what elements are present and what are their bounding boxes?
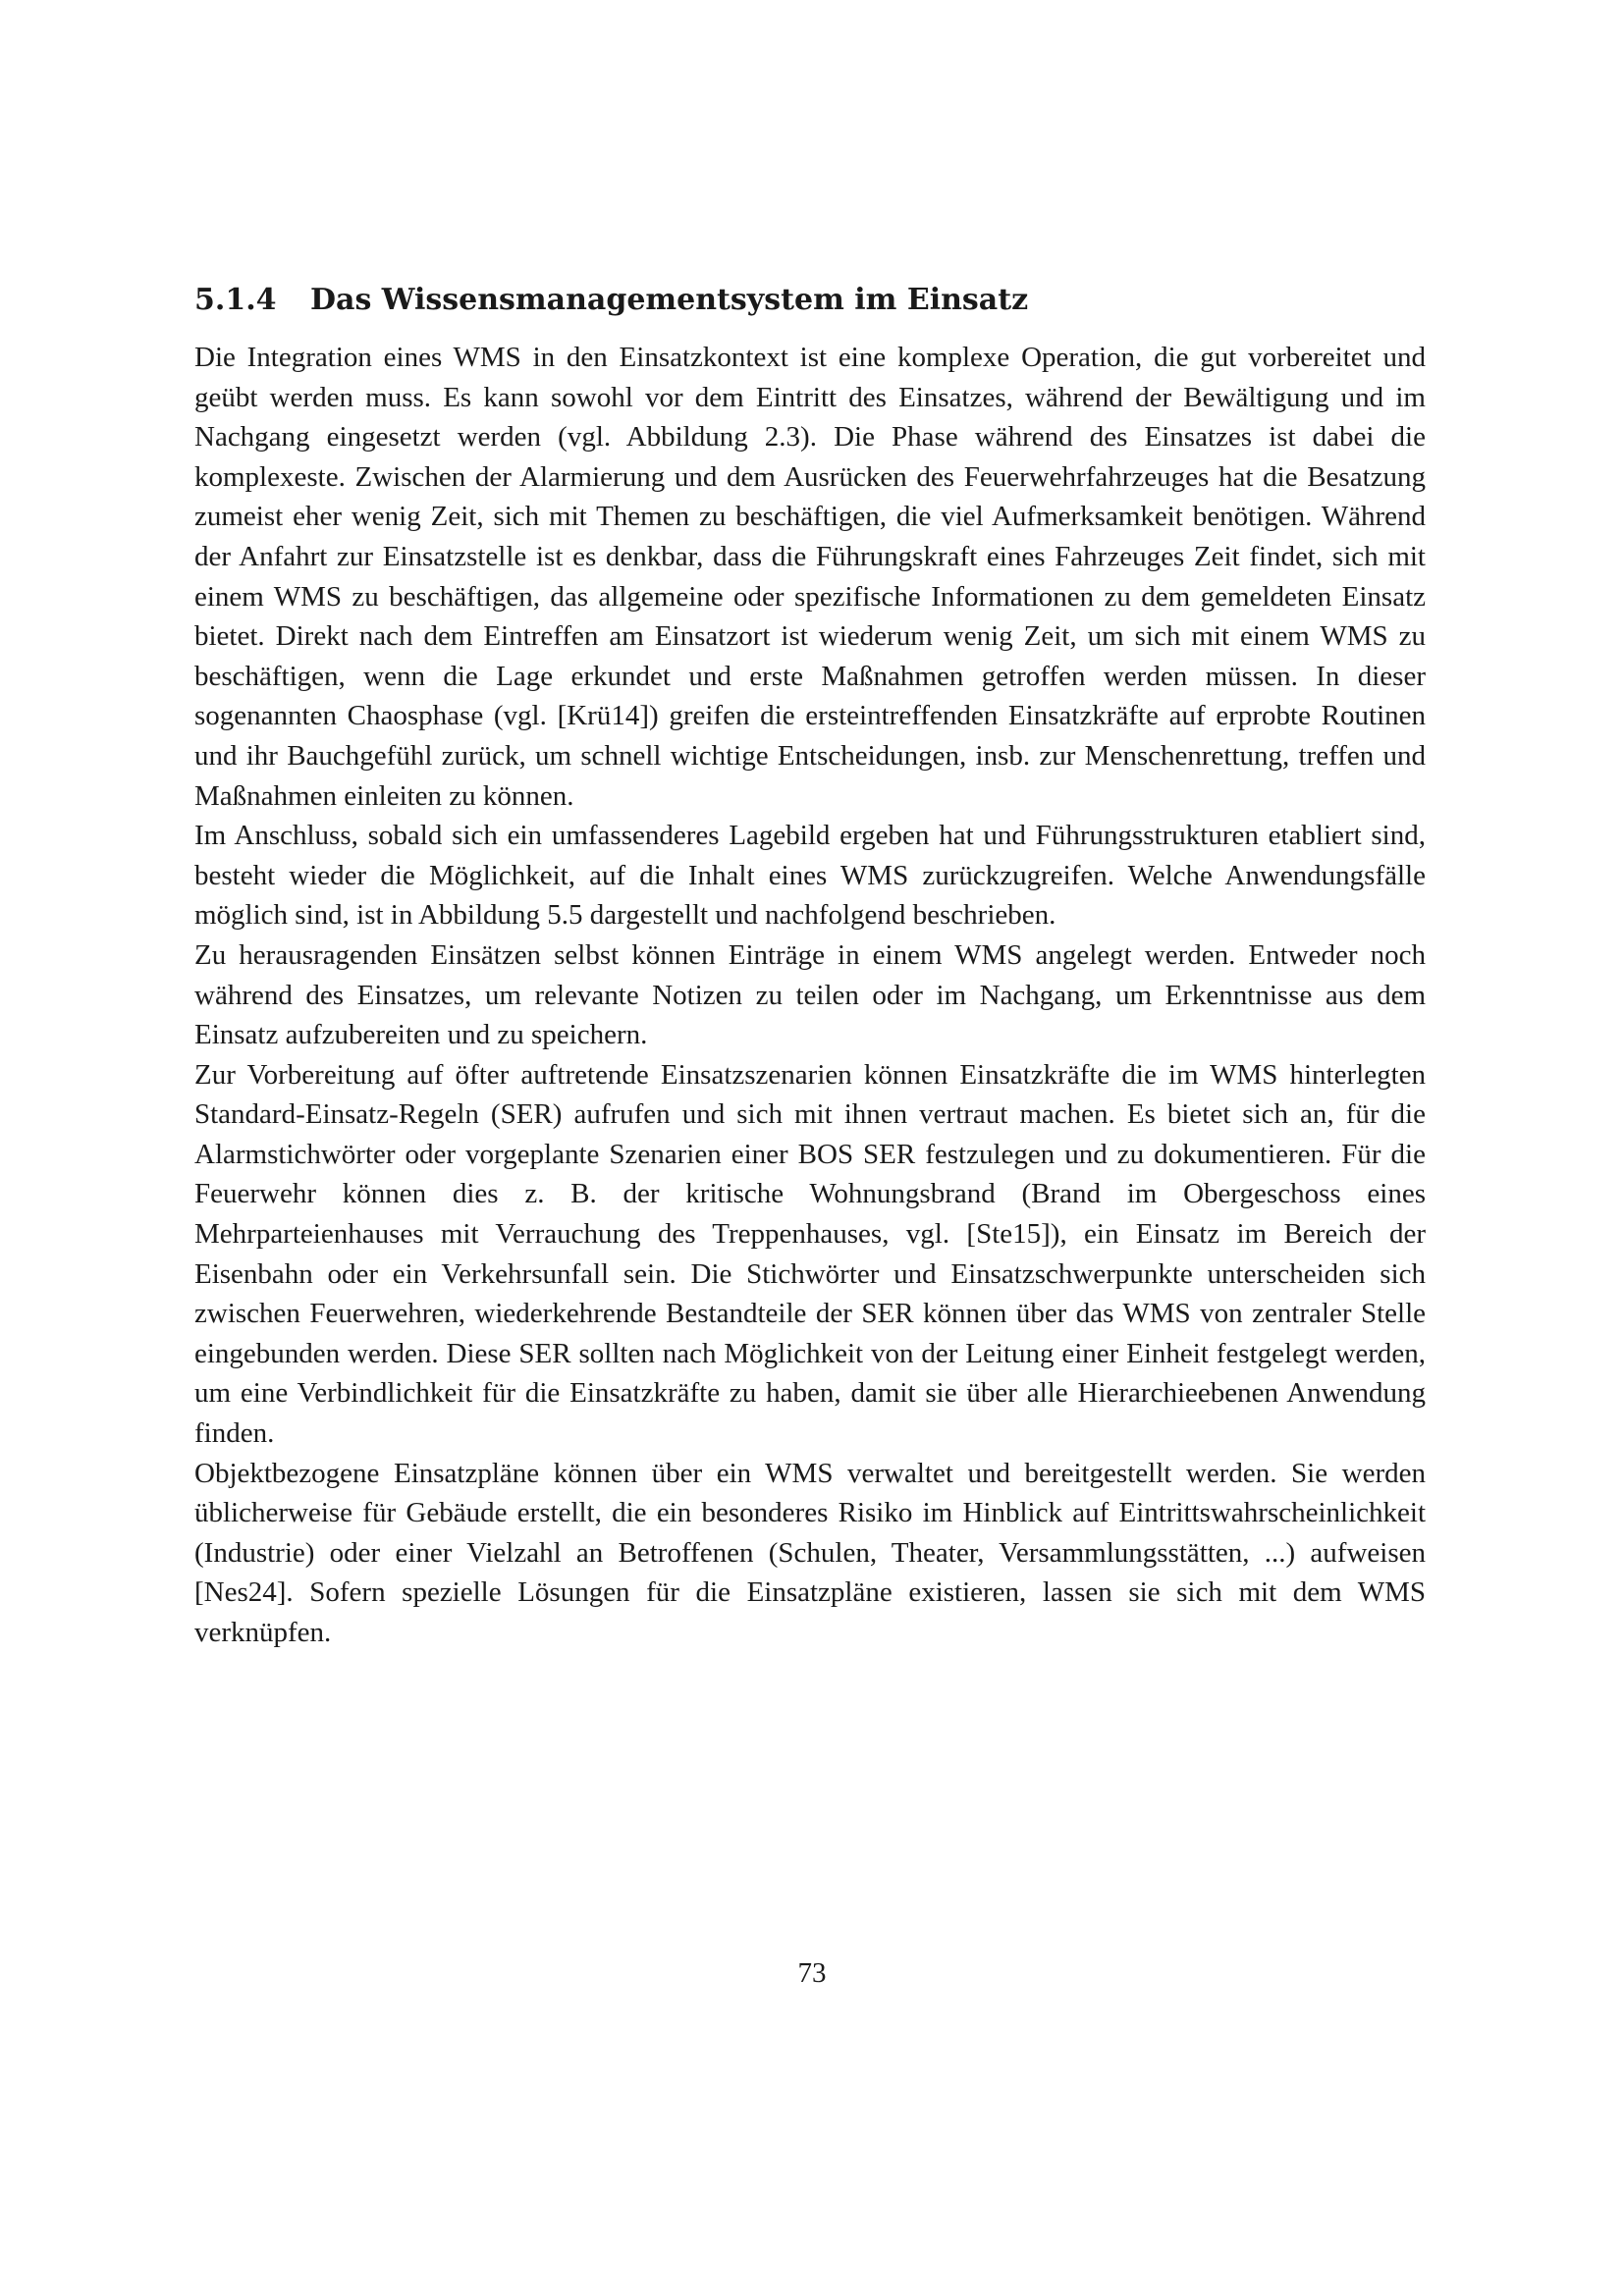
paragraph-einsatzplaene: Objektbezogene Einsatzpläne können über ein WMS verwaltet und bereitgestellt werden. Sie werden üblicherweise für Gebäude erstellt, die ein besonderes Risiko im Hinblick auf Eintrittswahrscheinlichkeit (Industrie) oder einer Vielzahl an Betroffenen (Schulen, Theater, Versammlungsstätten, ...) aufweisen [Nes24]. Sofern spezielle Lösungen für die Einsatzpläne existieren, lassen sie sich mit dem WMS verknüpfen. [194,1457,1426,1648]
section-heading [194,277,1432,324]
section-number: 5.1.4 [194,283,277,317]
page-number: 73 [797,1957,827,1989]
section-title: Das Wissensmanagementsystem im Einsatz [310,283,1029,317]
paragraph-ser: Zur Vorbereitung auf öfter auftretende Einsatzszenarien können Einsatzkräfte die im WMS hinterlegten Standard-Einsatz-Regeln (SER) aufrufen und sich mit ihnen vertraut machen. Es bietet sich an, für die Alarmstichwörter oder vorgeplante Szenarien einer BOS SER festzulegen und zu dokumentieren. Für die Feuerwehr können dies z. B. der kritische Wohnungsbrand (Brand im Obergeschoss eines Mehrparteienhauses mit Verrauchung des Treppenhauses, vgl. [Ste15]), ein Einsatz im Bereich der Eisenbahn oder ein Verkehrsunfall sein. Die Stichwörter und Einsatzschwerpunkte unterscheiden sich zwischen Feuerwehren, wiederkehrende Bestandteile der SER können über das WMS von zentraler Stelle eingebunden werden. Diese SER sollten nach Möglichkeit von der Leitung einer Einheit festgelegt werden, um eine Verbindlichkeit für die Einsatzkräfte zu haben, damit sie über alle Hierarchieebenen Anwendung finden. [194,1058,1426,1450]
paragraph-lagebild: Im Anschluss, sobald sich ein umfassenderes Lagebild ergeben hat und Führungsstrukturen etabliert sind, besteht wieder die Möglichkeit, auf die Inhalt eines WMS zurückzugreifen. Welche Anwendungsfälle möglich sind, ist in Abbildung 5.5 dargestellt und nachfolgend beschrieben. [194,820,1426,932]
body-text [194,338,1426,1653]
paragraph-eintraege: Zu herausragenden Einsätzen selbst können Einträge in einem WMS angelegt werden. Entweder noch während des Einsatzes, um relevante Notizen zu teilen oder im Nachgang, um Erkenntnisse aus dem Einsatz aufzubereiten und zu speichern. [194,938,1426,1051]
paragraph-einsatzkontext: Die Integration eines WMS in den Einsatzkontext ist eine komplexe Operation, die gut vorbereitet und geübt werden muss. Es kann sowohl vor dem Eintritt des Einsatzes, während der Bewältigung und im Nachgang eingesetzt werden (vgl. Abbildung 2.3). Die Phase während des Einsatzes ist dabei die komplexeste. Zwischen der Alarmierung und dem Ausrücken des Feuerwehrfahrzeuges hat die Besatzung zumeist eher wenig Zeit, sich mit Themen zu beschäftigen, die viel Aufmerksamkeit benötigen. Während der Anfahrt zur Einsatzstelle ist es denkbar, dass die Führungskraft eines Fahrzeuges Zeit findet, sich mit einem WMS zu beschäftigen, das allgemeine oder spezifische Informationen zu dem gemeldeten Einsatz bietet. Direkt nach dem Eintreffen am Einsatzort ist wiederum wenig Zeit, um sich mit einem WMS zu beschäftigen, wenn die Lage erkundet und erste Maßnahmen getroffen werden müssen. In dieser sogenannten Chaosphase (vgl. [Krü14]) greifen die ersteintreffenden Einsatzkräfte auf erprobte Routinen und ihr Bauchgefühl zurück, um schnell wichtige Entscheidungen, insb. zur Menschenrettung, treffen und Maßnahmen einleiten zu können. [194,342,1426,812]
